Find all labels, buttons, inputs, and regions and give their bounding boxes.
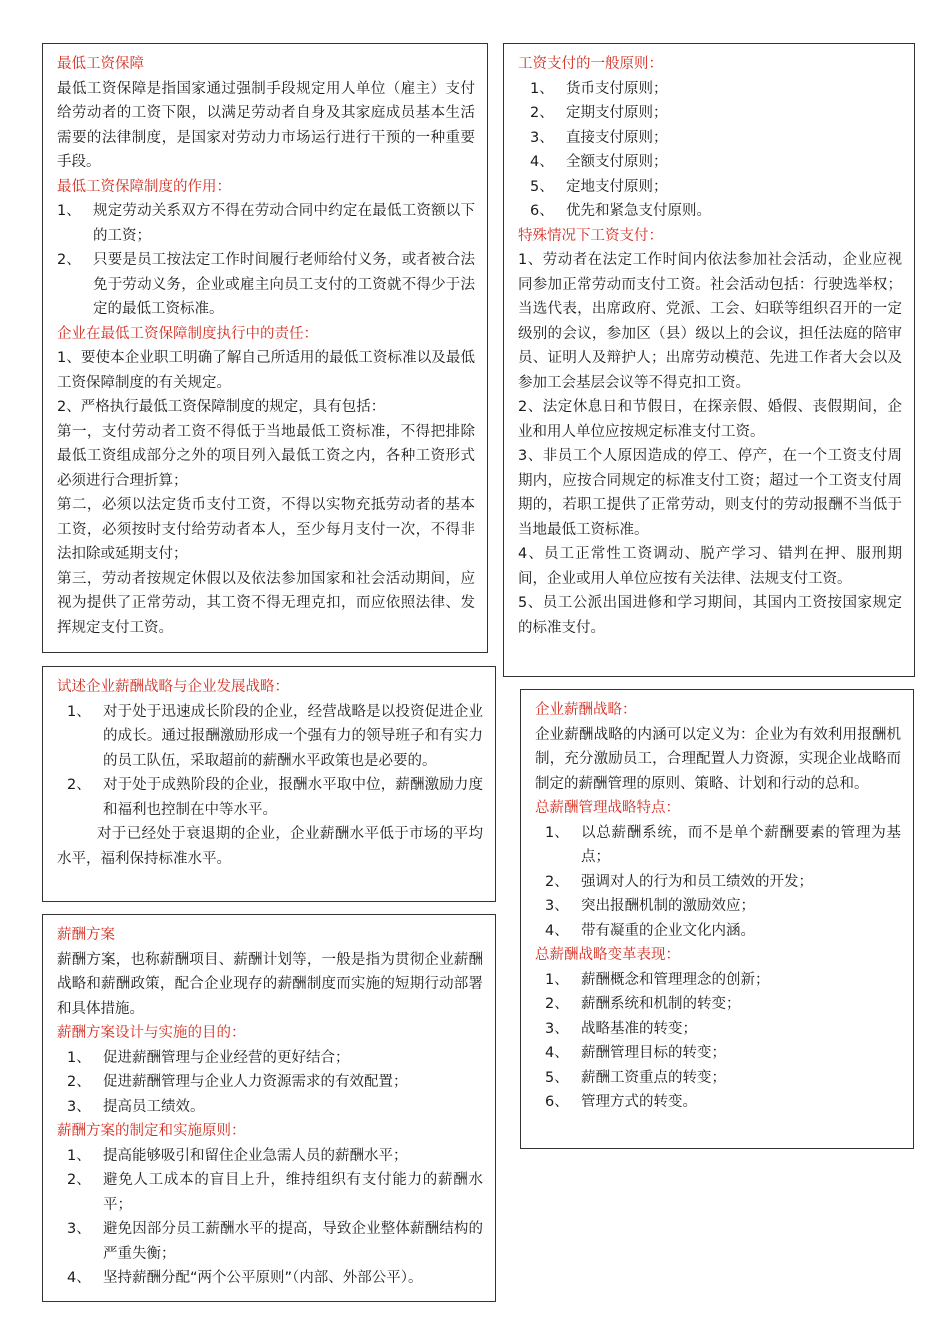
list-number: 6、: [530, 203, 554, 219]
wage-payment-box: [503, 43, 915, 677]
section-heading: 薪酬方案的制定和实施原则：: [57, 1123, 246, 1139]
list-number: 2、: [545, 873, 569, 890]
list-text: 促进薪酬管理与企业经营的更好结合；: [103, 1049, 350, 1066]
list-text: 薪酬概念和管理理念的创新；: [581, 971, 770, 988]
section-heading: 特殊情况下工资支付：: [518, 227, 663, 244]
list-item: [535, 919, 901, 944]
list-item: [57, 700, 483, 774]
list-item: [57, 1070, 483, 1095]
list-item: [535, 1066, 901, 1091]
list-item: [57, 1144, 483, 1169]
list-number: 3、: [545, 1020, 569, 1037]
list-number: 4、: [545, 1045, 569, 1061]
list-text: 避免因部分员工薪酬水平的提高，导致企业整体薪酬结构的严重失衡；: [103, 1221, 483, 1262]
list-text: 定期支付原则；: [566, 105, 668, 121]
list-number: 5、: [530, 178, 554, 195]
list-item: [535, 1017, 901, 1042]
list-text: 定地支付原则；: [566, 178, 668, 195]
list-item: [535, 1041, 901, 1066]
list-item: [518, 77, 902, 102]
list-text: 以总薪酬系统，而不是单个薪酬要素的管理为基点；: [581, 824, 901, 865]
list-text: 全额支付原则；: [566, 154, 668, 170]
list-text: 规定劳动关系双方不得在劳动合同中约定在最低工资额以下的工资；: [93, 203, 475, 244]
paragraph: 第二，必须以法定货币支付工资，不得以实物充抵劳动者的基本工资，必须按时支付给劳动者本人，至少每月支付一次，不得非法扣除或延期支付；: [57, 497, 475, 562]
list-text: 只要是员工按法定工作时间履行老师给付义务，或者被合法免于劳动义务，企业或雇主向员工支付的工资就不得少于法定的最低工资标准。: [93, 252, 475, 317]
list-item: [535, 870, 901, 895]
list-number: 2、: [530, 105, 554, 121]
list-number: 2、: [545, 996, 569, 1012]
paragraph: 薪酬方案，也称薪酬项目、薪酬计划等，一般是指为贯彻企业薪酬战略和薪酬政策，配合企业现存的薪酬制度而实施的短期行动部署和具体措施。: [57, 951, 483, 1017]
paragraph: 对于已经处于衰退期的企业，企业薪酬水平低于市场的平均水平，福利保持标准水平。: [57, 826, 483, 867]
list-number: 4、: [545, 922, 569, 939]
list-text: 提高员工绩效。: [103, 1098, 205, 1115]
compensation-plan-box: [42, 914, 496, 1302]
list-number: 1、: [67, 703, 91, 720]
section-heading: 总薪酬战略变革表现：: [535, 947, 680, 963]
paragraph: 2、严格执行最低工资保障制度的规定，具有包括：: [57, 399, 386, 415]
section-heading: 薪酬方案设计与实施的目的：: [57, 1025, 246, 1041]
list-text: 直接支付原则；: [566, 129, 668, 146]
paragraph: 企业薪酬战略的内涵可以定义为：企业为有效利用报酬机制，充分激励员工，合理配置人力资源，实现企业战略而制定的薪酬管理的原则、策略、计划和行动的总和。: [535, 726, 901, 792]
list-item: [57, 1168, 483, 1217]
list-number: 3、: [530, 129, 554, 146]
list-text: 薪酬系统和机制的转变；: [581, 996, 741, 1012]
list-text: 货币支付原则；: [566, 80, 668, 97]
list-item: [518, 175, 902, 200]
paragraph: 4、员工正常性工资调动、脱产学习、错判在押、服刑期间，企业或用人单位应按有关法律、法规支付工资。: [518, 546, 902, 587]
list-text: 突出报酬机制的激励效应；: [581, 898, 755, 914]
list-text: 优先和紧急支付原则。: [566, 203, 711, 219]
compensation-strategy-box: [520, 689, 914, 1149]
list-item: [57, 1095, 483, 1120]
list-number: 1、: [545, 824, 569, 841]
list-number: 1、: [530, 80, 554, 97]
list-number: 3、: [67, 1221, 91, 1237]
list-number: 2、: [57, 252, 81, 268]
paragraph: 1、劳动者在法定工作时间内依法参加社会活动，企业应视同参加正常劳动而支付工资。社会活动包括：行驶选举权；当选代表，出席政府、党派、工会、妇联等组织召开的一定级别的会议，参加区（县）级以上的会议，担任法庭的陪审员、证明人及辩护人；出席劳动模范、先进工作者大会以及参加工会基层会议等不得克扣工资。: [518, 252, 902, 391]
list-number: 3、: [545, 898, 569, 914]
list-number: 1、: [67, 1147, 91, 1164]
list-item: [57, 248, 475, 322]
list-item: [535, 968, 901, 993]
min-wage-box: [42, 43, 488, 653]
list-text: 管理方式的转变。: [581, 1094, 697, 1110]
section-heading: 最低工资保障制度的作用：: [57, 178, 231, 195]
strategy-comparison-box: [42, 666, 496, 902]
list-item: [535, 1090, 901, 1115]
list-number: 1、: [67, 1049, 91, 1066]
list-item: [57, 773, 483, 822]
paragraph: 最低工资保障是指国家通过强制手段规定用人单位（雇主）支付给劳动者的工资下限，以满足劳动者自身及其家庭成员基本生活需要的法律制度，是国家对劳动力市场运行进行干预的一种重要手段。: [57, 80, 475, 170]
list-item: [518, 101, 902, 126]
list-item: [535, 992, 901, 1017]
list-number: 3、: [67, 1098, 91, 1115]
list-text: 战略基准的转变；: [581, 1020, 697, 1037]
paragraph: 2、法定休息日和节假日，在探亲假、婚假、丧假期间，企业和用人单位应按规定标准支付工资。: [518, 399, 902, 440]
list-text: 提高能够吸引和留住企业急需人员的薪酬水平；: [103, 1147, 408, 1164]
paragraph: 1、要使本企业职工明确了解自己所适用的最低工资标准以及最低工资保障制度的有关规定。: [57, 350, 475, 391]
list-item: [535, 894, 901, 919]
section-heading: 总薪酬管理战略特点：: [535, 800, 680, 816]
list-item: [518, 126, 902, 151]
list-number: 2、: [67, 1074, 91, 1090]
section-heading: 工资支付的一般原则：: [518, 56, 663, 72]
list-number: 6、: [545, 1094, 569, 1110]
list-text: 促进薪酬管理与企业人力资源需求的有效配置；: [103, 1074, 408, 1090]
list-number: 5、: [545, 1069, 569, 1086]
list-item: [57, 1266, 483, 1291]
list-item: [57, 1217, 483, 1266]
list-number: 2、: [67, 1172, 91, 1188]
section-heading: 企业薪酬战略：: [535, 702, 637, 718]
list-item: [518, 150, 902, 175]
list-text: 薪酬工资重点的转变；: [581, 1069, 726, 1086]
paragraph: 第三，劳动者按规定休假以及依法参加国家和社会活动期间，应视为提供了正常劳动，其工资不得无理克扣，而应依照法律、发挥规定支付工资。: [57, 570, 475, 636]
list-text: 对于处于迅速成长阶段的企业，经营战略是以投资促进企业的成长。通过报酬激励形成一个强有力的领导班子和有实力的员工队伍，采取超前的薪酬水平政策也是必要的。: [103, 703, 483, 769]
list-text: 对于处于成熟阶段的企业，报酬水平取中位，薪酬激励力度和福利也控制在中等水平。: [103, 777, 483, 818]
list-text: 带有凝重的企业文化内涵。: [581, 922, 755, 939]
section-heading: 企业在最低工资保障制度执行中的责任：: [57, 325, 318, 342]
section-title: 薪酬方案: [57, 927, 115, 943]
list-item: [57, 1046, 483, 1071]
section-heading: 试述企业薪酬战略与企业发展战略：: [57, 679, 289, 695]
list-number: 1、: [57, 203, 81, 219]
list-text: 薪酬管理目标的转变；: [581, 1045, 726, 1061]
list-text: 坚持薪酬分配“两个公平原则”（内部、外部公平）。: [103, 1270, 423, 1286]
list-number: 4、: [67, 1270, 91, 1286]
list-item: [535, 821, 901, 870]
paragraph: 第一，支付劳动者工资不得低于当地最低工资标准，不得把排除最低工资组成部分之外的项目列入最低工资之内，各种工资形式必须进行合理折算；: [57, 423, 475, 489]
list-number: 2、: [67, 777, 91, 793]
paragraph: 5、员工公派出国进修和学习期间，其国内工资按国家规定的标准支付。: [518, 595, 902, 636]
list-number: 1、: [545, 971, 569, 988]
list-number: 4、: [530, 154, 554, 170]
list-item: [57, 199, 475, 248]
section-title: 最低工资保障: [57, 56, 144, 72]
paragraph: 3、非员工个人原因造成的停工、停产，在一个工资支付周期内，应按合同规定的标准支付工资；超过一个工资支付周期的，若职工提供了正常劳动，则支付的劳动报酬不当低于当地最低工资标准。: [518, 448, 902, 538]
list-text: 避免人工成本的盲目上升，维持组织有支付能力的薪酬水平；: [103, 1172, 483, 1213]
list-text: 强调对人的行为和员工绩效的开发；: [581, 873, 813, 890]
list-item: [518, 199, 902, 224]
